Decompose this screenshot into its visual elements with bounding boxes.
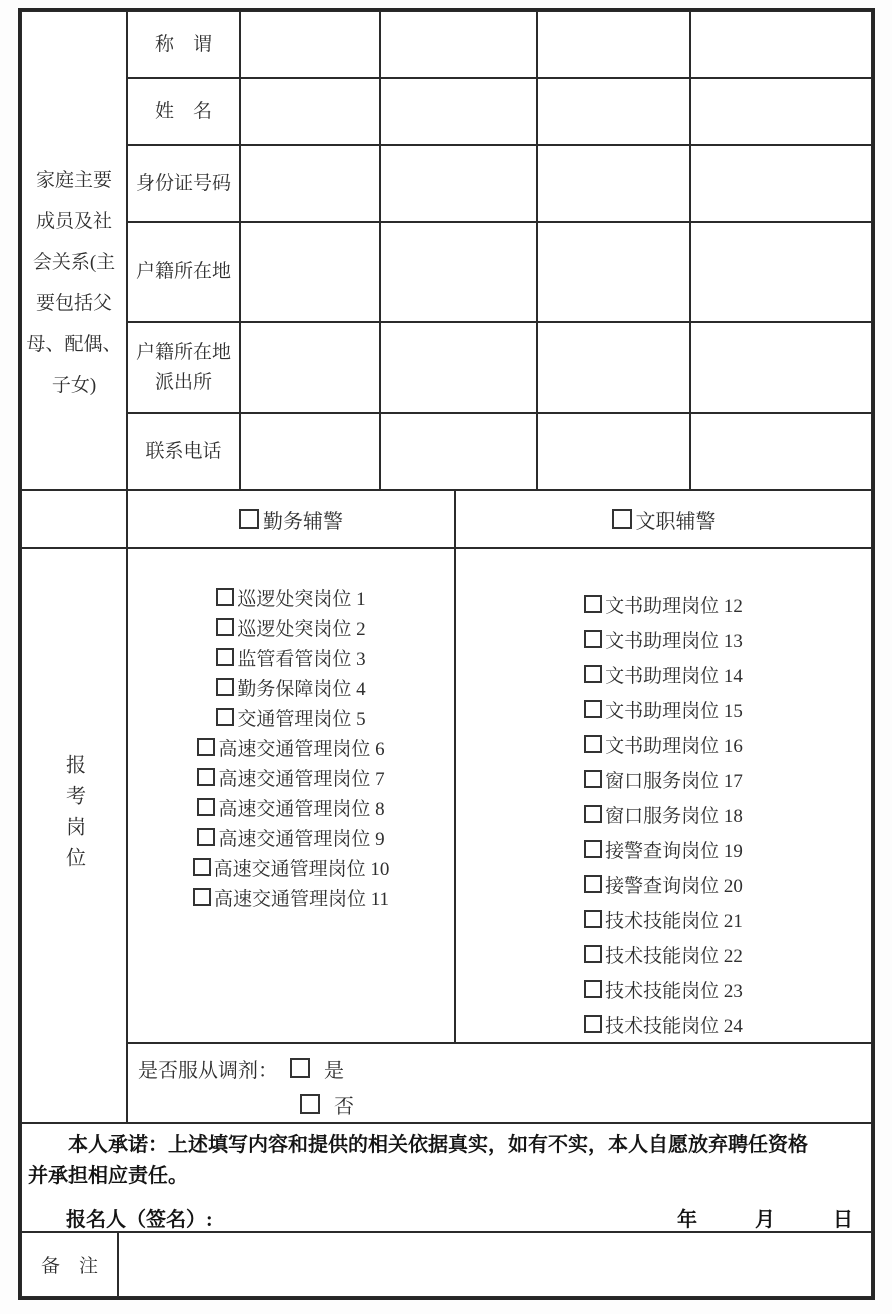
phone-input-cell[interactable] (240, 413, 380, 490)
duty-position-option[interactable]: 勤务保障岗位 4 (128, 675, 454, 705)
household-location-input-cell[interactable] (380, 222, 537, 322)
row-label-phone: 联系电话 (127, 413, 240, 490)
title-input-cell[interactable] (690, 11, 872, 78)
row-label-title: 称 谓 (127, 11, 240, 78)
checkbox-icon[interactable] (584, 770, 602, 788)
duty-position-option[interactable]: 交通管理岗位 5 (128, 705, 454, 735)
civilian-position-option[interactable]: 技术技能岗位 21 (456, 904, 871, 939)
civilian-position-option[interactable]: 窗口服务岗位 18 (456, 799, 871, 834)
checkbox-icon[interactable] (584, 665, 602, 683)
civilian-position-option[interactable]: 技术技能岗位 23 (456, 974, 871, 1009)
civilian-position-option[interactable]: 技术技能岗位 22 (456, 939, 871, 974)
family-header-line: 成员及社 (35, 211, 112, 232)
checkbox-icon[interactable] (197, 828, 215, 846)
adjustment-row (127, 1043, 872, 1123)
civilian-positions-list (455, 548, 872, 1043)
name-input-cell[interactable] (690, 78, 872, 145)
checkbox-icon[interactable] (216, 678, 234, 696)
checkbox-icon[interactable] (290, 1058, 310, 1078)
civilian-position-option[interactable]: 接警查询岗位 19 (456, 834, 871, 869)
id-number-input-cell[interactable] (240, 145, 380, 222)
household-location-input-cell[interactable] (690, 222, 872, 322)
duty-position-option[interactable]: 高速交通管理岗位 8 (128, 795, 454, 825)
phone-input-cell[interactable] (380, 413, 537, 490)
declaration-section (21, 1123, 872, 1232)
row-label-id-number: 身份证号码 (127, 145, 240, 222)
checkbox-icon[interactable] (584, 630, 602, 648)
checkbox-icon[interactable] (584, 945, 602, 963)
duty-category-label: 勤务辅警 (263, 510, 343, 533)
duty-position-option[interactable]: 高速交通管理岗位 9 (128, 825, 454, 855)
family-header-line: 家庭主要 (35, 170, 112, 191)
checkbox-icon[interactable] (216, 648, 234, 666)
checkbox-icon[interactable] (584, 910, 602, 928)
declaration-text: 本人承诺：上述填写内容和提供的相关依据真实，如有不实，本人自愿放弃聘任资格并承担相应责任。 (28, 1134, 808, 1187)
police-station-input-cell[interactable] (537, 322, 690, 413)
id-number-input-cell[interactable] (690, 145, 872, 222)
name-input-cell[interactable] (537, 78, 690, 145)
id-number-input-cell[interactable] (537, 145, 690, 222)
family-header-line: 会关系(主 (32, 252, 116, 273)
duty-category-option[interactable] (127, 490, 455, 548)
remarks-row (21, 1232, 872, 1297)
form-sheet (18, 8, 875, 1300)
day-label: 日 (833, 1209, 853, 1231)
phone-input-cell[interactable] (537, 413, 690, 490)
adjustment-yes-label[interactable]: 是 (324, 1059, 344, 1082)
table-row (21, 11, 872, 78)
duty-positions-list (127, 548, 455, 1043)
checkbox-icon[interactable] (584, 595, 602, 613)
checkbox-icon[interactable] (216, 708, 234, 726)
positions-lists (127, 548, 872, 1043)
phone-input-cell[interactable] (690, 413, 872, 490)
name-input-cell[interactable] (240, 78, 380, 145)
duty-position-option[interactable]: 高速交通管理岗位 11 (128, 885, 454, 915)
checkbox-icon[interactable] (584, 735, 602, 753)
checkbox-icon[interactable] (584, 805, 602, 823)
title-input-cell[interactable] (380, 11, 537, 78)
positions-row-header (21, 548, 127, 1123)
checkbox-icon[interactable] (216, 588, 234, 606)
duty-position-option[interactable]: 监管看管岗位 3 (128, 645, 454, 675)
table-row (21, 145, 872, 222)
family-header-line: 要包括父 (35, 293, 112, 314)
duty-position-option[interactable]: 巡逻处突岗位 1 (128, 585, 454, 615)
row-label-household-location: 户籍所在地 (127, 222, 240, 322)
table-row (21, 322, 872, 413)
civilian-position-option[interactable]: 技术技能岗位 24 (456, 1009, 871, 1044)
civilian-category-label: 文职辅警 (635, 510, 716, 533)
table-row (21, 222, 872, 322)
household-location-input-cell[interactable] (240, 222, 380, 322)
month-label: 月 (755, 1209, 775, 1231)
checkbox-icon[interactable] (239, 509, 259, 529)
family-header-line: 子女) (51, 375, 97, 396)
checkbox-icon[interactable] (216, 618, 234, 636)
adjustment-no-label[interactable]: 否 (334, 1095, 354, 1118)
checkbox-icon[interactable] (584, 700, 602, 718)
category-header-row (21, 490, 872, 548)
household-location-input-cell[interactable] (537, 222, 690, 322)
family-header-line: 母、配偶、 (26, 334, 122, 355)
date-labels (677, 1203, 863, 1232)
table-row (21, 78, 872, 145)
duty-position-option[interactable]: 高速交通管理岗位 7 (128, 765, 454, 795)
id-number-input-cell[interactable] (380, 145, 537, 222)
police-station-input-cell[interactable] (240, 322, 380, 413)
family-section-header (21, 11, 127, 490)
title-input-cell[interactable] (240, 11, 380, 78)
family-section (21, 11, 872, 490)
civilian-position-option[interactable]: 窗口服务岗位 17 (456, 764, 871, 799)
remarks-content-cell[interactable] (118, 1232, 872, 1297)
checkbox-icon[interactable] (584, 875, 602, 893)
civilian-position-option[interactable]: 接警查询岗位 20 (456, 869, 871, 904)
checkbox-icon[interactable] (300, 1094, 320, 1114)
civilian-position-option[interactable]: 文书助理岗位 15 (456, 694, 871, 729)
civilian-category-option[interactable] (455, 490, 872, 548)
checkbox-icon[interactable] (193, 888, 211, 906)
checkbox-icon[interactable] (584, 980, 602, 998)
civilian-position-option[interactable]: 文书助理岗位 13 (456, 624, 871, 659)
duty-position-option[interactable]: 高速交通管理岗位 6 (128, 735, 454, 765)
checkbox-icon[interactable] (197, 798, 215, 816)
duty-position-option[interactable]: 高速交通管理岗位 10 (128, 855, 454, 885)
duty-position-option[interactable]: 巡逻处突岗位 2 (128, 615, 454, 645)
checkbox-icon[interactable] (612, 509, 632, 529)
name-input-cell[interactable] (380, 78, 537, 145)
civilian-position-option[interactable]: 文书助理岗位 14 (456, 659, 871, 694)
table-row (21, 413, 872, 490)
remarks-label: 备 注 (21, 1232, 118, 1297)
adjustment-label: 是否服从调剂： (138, 1059, 278, 1082)
year-label: 年 (677, 1209, 697, 1231)
checkbox-icon[interactable] (197, 738, 215, 756)
title-input-cell[interactable] (537, 11, 690, 78)
checkbox-icon[interactable] (197, 768, 215, 786)
category-stub-cell (21, 490, 127, 548)
signature-label[interactable]: 报名人（签名）: (66, 1209, 213, 1231)
civilian-position-option[interactable]: 文书助理岗位 12 (456, 589, 871, 624)
checkbox-icon[interactable] (584, 840, 602, 858)
row-label-police-station: 户籍所在地派出所 (127, 322, 240, 413)
police-station-input-cell[interactable] (690, 322, 872, 413)
checkbox-icon[interactable] (584, 1015, 602, 1033)
checkbox-icon[interactable] (193, 858, 211, 876)
row-label-name: 姓 名 (127, 78, 240, 145)
positions-row-header-label: 报考岗位 (62, 753, 85, 878)
police-station-input-cell[interactable] (380, 322, 537, 413)
civilian-position-option[interactable]: 文书助理岗位 16 (456, 729, 871, 764)
